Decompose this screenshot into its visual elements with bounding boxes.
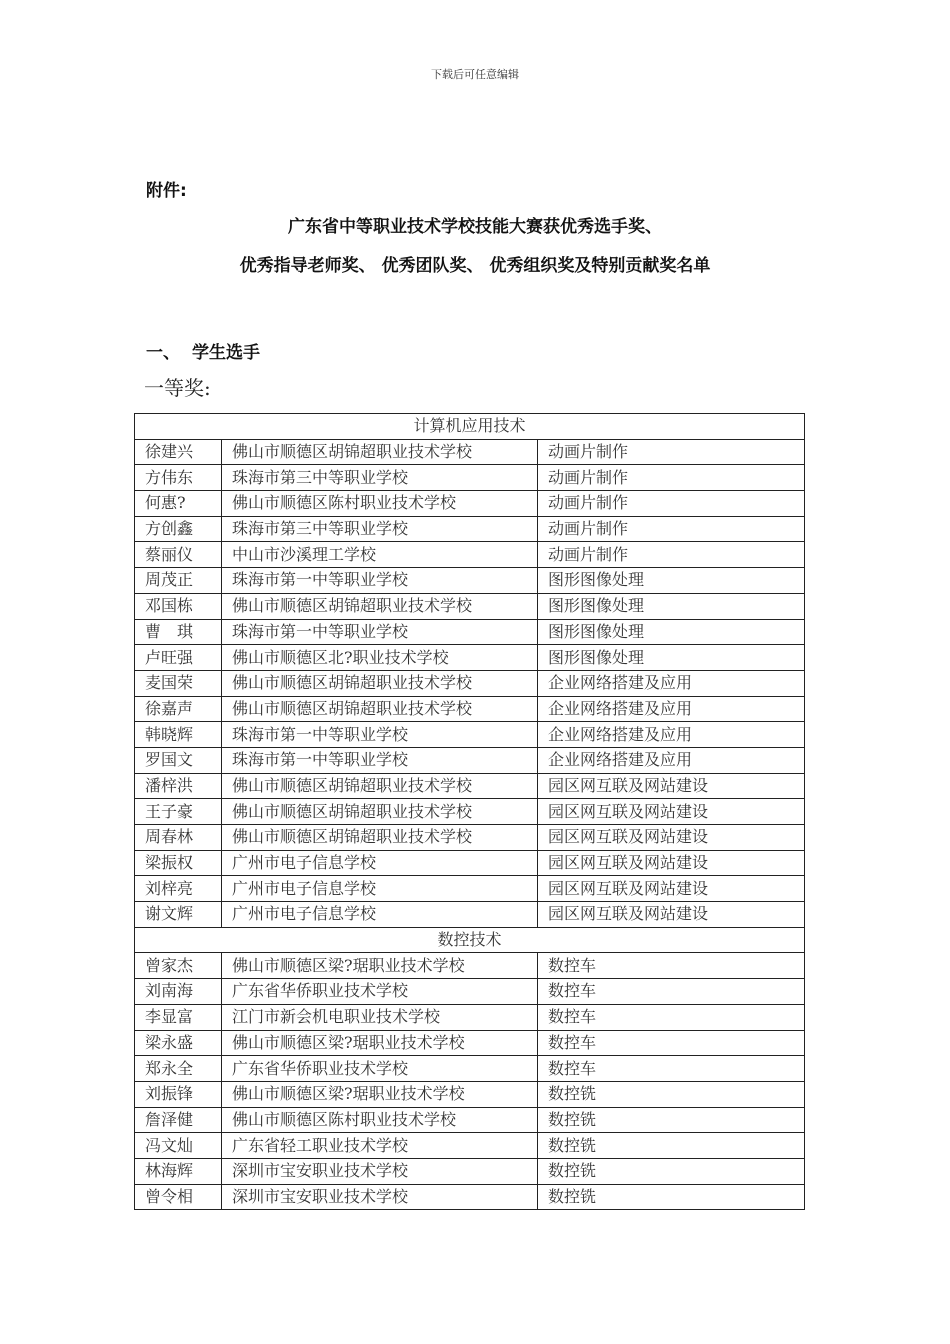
name-cell: 潘梓洪: [135, 773, 222, 799]
category-cell: 数控技术: [135, 927, 805, 953]
section-heading: [146, 338, 260, 363]
name-cell: 李显富: [135, 1004, 222, 1030]
name-cell: 梁振权: [135, 850, 222, 876]
table-row: [135, 696, 805, 722]
table-row: [135, 1107, 805, 1133]
name-cell: 谢文辉: [135, 902, 222, 928]
name-cell: 刘振锋: [135, 1081, 222, 1107]
school-cell: 佛山市顺德区胡锦超职业技术学校: [222, 773, 538, 799]
annex-label: 附件:: [146, 181, 187, 201]
school-cell: 佛山市顺德区胡锦超职业技术学校: [222, 799, 538, 825]
table-row: [135, 722, 805, 748]
section-label: 学生选手: [192, 343, 260, 363]
event-cell: 图形图像处理: [538, 619, 805, 645]
school-cell: 广东省轻工职业技术学校: [222, 1133, 538, 1159]
name-cell: 曾令相: [135, 1184, 222, 1210]
section-number: 一、: [146, 343, 180, 363]
school-cell: 深圳市宝安职业技术学校: [222, 1158, 538, 1184]
table-row: [135, 439, 805, 465]
name-cell: 冯文灿: [135, 1133, 222, 1159]
event-cell: 园区网互联及网站建设: [538, 773, 805, 799]
event-cell: 园区网互联及网站建设: [538, 850, 805, 876]
event-cell: 园区网互联及网站建设: [538, 902, 805, 928]
event-cell: 图形图像处理: [538, 593, 805, 619]
name-cell: 韩晓辉: [135, 722, 222, 748]
name-cell: 郑永全: [135, 1056, 222, 1082]
school-cell: 珠海市第一中等职业学校: [222, 619, 538, 645]
event-cell: 数控车: [538, 1056, 805, 1082]
name-cell: 徐建兴: [135, 439, 222, 465]
name-cell: 曾家杰: [135, 953, 222, 979]
event-cell: 数控铣: [538, 1081, 805, 1107]
table-row: [135, 979, 805, 1005]
school-cell: 珠海市第三中等职业学校: [222, 516, 538, 542]
name-cell: 方伟东: [135, 465, 222, 491]
event-cell: 动画片制作: [538, 542, 805, 568]
category-cell: 计算机应用技术: [135, 414, 805, 440]
event-cell: 数控车: [538, 1004, 805, 1030]
award-level-heading: 一等奖:: [144, 376, 211, 400]
event-cell: 数控车: [538, 979, 805, 1005]
school-cell: 佛山市顺德区胡锦超职业技术学校: [222, 670, 538, 696]
name-cell: 梁永盛: [135, 1030, 222, 1056]
event-cell: 图形图像处理: [538, 645, 805, 671]
school-cell: 佛山市顺德区梁?琚职业技术学校: [222, 953, 538, 979]
school-cell: 佛山市顺德区胡锦超职业技术学校: [222, 696, 538, 722]
name-cell: 蔡丽仪: [135, 542, 222, 568]
event-cell: 园区网互联及网站建设: [538, 876, 805, 902]
name-cell: 詹泽健: [135, 1107, 222, 1133]
document-title-line-2: 优秀指导老师奖、 优秀团队奖、 优秀组织奖及特别贡献奖名单: [239, 256, 711, 276]
table-row: [135, 1184, 805, 1210]
name-cell: 卢旺强: [135, 645, 222, 671]
school-cell: 江门市新会机电职业技术学校: [222, 1004, 538, 1030]
event-cell: 数控铣: [538, 1133, 805, 1159]
table-row: [135, 542, 805, 568]
school-cell: 珠海市第一中等职业学校: [222, 568, 538, 594]
name-cell: 方创鑫: [135, 516, 222, 542]
table-row: [135, 1004, 805, 1030]
document-title-line-1: 广东省中等职业技术学校技能大赛获优秀选手奖、: [288, 217, 662, 237]
table-row: [135, 825, 805, 851]
name-cell: 罗国文: [135, 747, 222, 773]
table-row: [135, 645, 805, 671]
table-row: [135, 876, 805, 902]
event-cell: 图形图像处理: [538, 568, 805, 594]
category-row: [135, 414, 805, 440]
table-row: [135, 593, 805, 619]
table-row: [135, 1056, 805, 1082]
table-row: [135, 1081, 805, 1107]
event-cell: 数控车: [538, 953, 805, 979]
school-cell: 广州市电子信息学校: [222, 902, 538, 928]
table-row: [135, 773, 805, 799]
table-row: [135, 1133, 805, 1159]
school-cell: 佛山市顺德区梁?琚职业技术学校: [222, 1030, 538, 1056]
event-cell: 企业网络搭建及应用: [538, 747, 805, 773]
event-cell: 企业网络搭建及应用: [538, 670, 805, 696]
table-row: [135, 953, 805, 979]
table-row: [135, 491, 805, 517]
name-cell: 周茂正: [135, 568, 222, 594]
event-cell: 园区网互联及网站建设: [538, 825, 805, 851]
event-cell: 动画片制作: [538, 465, 805, 491]
table-row: [135, 619, 805, 645]
table-row: [135, 850, 805, 876]
table-row: [135, 568, 805, 594]
event-cell: 数控车: [538, 1030, 805, 1056]
name-cell: 徐嘉声: [135, 696, 222, 722]
school-cell: 佛山市顺德区陈村职业技术学校: [222, 1107, 538, 1133]
event-cell: 数控铣: [538, 1107, 805, 1133]
school-cell: 深圳市宝安职业技术学校: [222, 1184, 538, 1210]
school-cell: 佛山市顺德区胡锦超职业技术学校: [222, 825, 538, 851]
school-cell: 中山市沙溪理工学校: [222, 542, 538, 568]
school-cell: 佛山市顺德区梁?琚职业技术学校: [222, 1081, 538, 1107]
school-cell: 广州市电子信息学校: [222, 850, 538, 876]
winners-table-body: [135, 414, 805, 1210]
name-cell: 王子豪: [135, 799, 222, 825]
event-cell: 数控铣: [538, 1158, 805, 1184]
school-cell: 珠海市第一中等职业学校: [222, 722, 538, 748]
table-row: [135, 902, 805, 928]
winners-table: [134, 413, 805, 1210]
school-cell: 广东省华侨职业技术学校: [222, 1056, 538, 1082]
event-cell: 动画片制作: [538, 439, 805, 465]
school-cell: 珠海市第三中等职业学校: [222, 465, 538, 491]
school-cell: 佛山市顺德区北?职业技术学校: [222, 645, 538, 671]
school-cell: 广州市电子信息学校: [222, 876, 538, 902]
name-cell: 周春林: [135, 825, 222, 851]
school-cell: 广东省华侨职业技术学校: [222, 979, 538, 1005]
name-cell: 麦国荣: [135, 670, 222, 696]
event-cell: 园区网互联及网站建设: [538, 799, 805, 825]
table-row: [135, 1158, 805, 1184]
table-row: [135, 799, 805, 825]
event-cell: 企业网络搭建及应用: [538, 696, 805, 722]
event-cell: 企业网络搭建及应用: [538, 722, 805, 748]
name-cell: 刘梓亮: [135, 876, 222, 902]
event-cell: 动画片制作: [538, 491, 805, 517]
table-row: [135, 1030, 805, 1056]
name-cell: 刘南海: [135, 979, 222, 1005]
table-row: [135, 465, 805, 491]
table-row: [135, 747, 805, 773]
category-row: [135, 927, 805, 953]
name-cell: 何惠?: [135, 491, 222, 517]
name-cell: 林海辉: [135, 1158, 222, 1184]
table-row: [135, 516, 805, 542]
name-cell: 曹 琪: [135, 619, 222, 645]
name-cell: 邓国栋: [135, 593, 222, 619]
school-cell: 珠海市第一中等职业学校: [222, 747, 538, 773]
event-cell: 数控铣: [538, 1184, 805, 1210]
event-cell: 动画片制作: [538, 516, 805, 542]
table-row: [135, 670, 805, 696]
school-cell: 佛山市顺德区胡锦超职业技术学校: [222, 593, 538, 619]
header-watermark: 下载后可任意编辑: [431, 68, 519, 81]
school-cell: 佛山市顺德区胡锦超职业技术学校: [222, 439, 538, 465]
school-cell: 佛山市顺德区陈村职业技术学校: [222, 491, 538, 517]
